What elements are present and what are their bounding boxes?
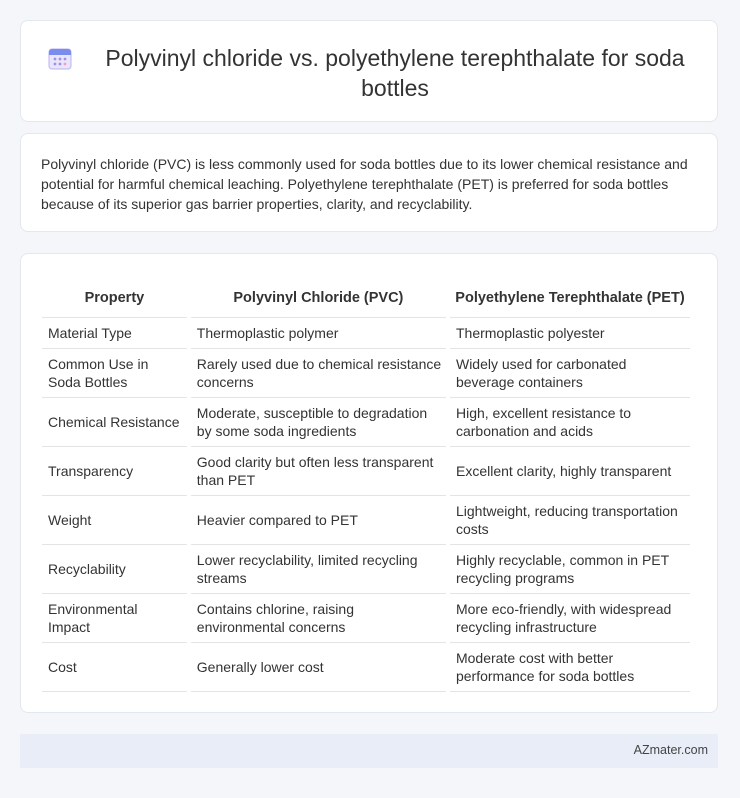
footer-brand-link[interactable]: AZmater.com <box>633 743 708 757</box>
property-cell: Cost <box>42 643 187 692</box>
table-header-row <box>42 273 690 317</box>
comparison-table <box>38 273 694 692</box>
pvc-cell: Generally lower cost <box>191 643 446 692</box>
header-pet: Polyethylene Terephthalate (PET) <box>455 290 685 306</box>
intro-paragraph: Polyvinyl chloride (PVC) is less commonly used for soda bottles due to its lower chemical resistance and potential for harmful chemical leaching. Polyethylene terephthalate (PET) is preferred for soda bottles because of its superior gas barrier properties, clarity, and recyclability. <box>41 156 688 212</box>
table-row <box>42 594 690 643</box>
title-wrap <box>47 43 697 103</box>
pet-cell: Moderate cost with better performance for soda bottles <box>450 643 690 692</box>
pet-cell: Widely used for carbonated beverage containers <box>450 349 690 398</box>
property-cell: Recyclability <box>42 545 187 594</box>
property-cell: Environmental Impact <box>42 594 187 643</box>
title-card <box>20 20 718 122</box>
table-row <box>42 643 690 692</box>
intro-card <box>20 133 718 232</box>
pet-cell: Excellent clarity, highly transparent <box>450 447 690 496</box>
property-cell: Weight <box>42 496 187 545</box>
header-property: Property <box>84 290 145 306</box>
pvc-cell: Thermoplastic polymer <box>191 317 446 349</box>
calendar-icon <box>47 45 73 71</box>
pvc-cell: Heavier compared to PET <box>191 496 446 545</box>
table-row <box>42 496 690 545</box>
property-cell: Chemical Resistance <box>42 398 187 447</box>
pvc-cell: Contains chlorine, raising environmental concerns <box>191 594 446 643</box>
footer-bar <box>20 734 718 768</box>
pet-cell: More eco-friendly, with widespread recycling infrastructure <box>450 594 690 643</box>
property-cell: Common Use in Soda Bottles <box>42 349 187 398</box>
page-title: Polyvinyl chloride vs. polyethylene terephthalate for soda bottles <box>105 45 685 101</box>
pvc-cell: Lower recyclability, limited recycling streams <box>191 545 446 594</box>
table-row <box>42 545 690 594</box>
pet-cell: Highly recyclable, common in PET recycling programs <box>450 545 690 594</box>
table-row <box>42 447 690 496</box>
property-cell: Transparency <box>42 447 187 496</box>
pvc-cell: Moderate, susceptible to degradation by some soda ingredients <box>191 398 446 447</box>
pet-cell: High, excellent resistance to carbonation and acids <box>450 398 690 447</box>
property-cell: Material Type <box>42 317 187 349</box>
table-row <box>42 398 690 447</box>
table-row <box>42 349 690 398</box>
pet-cell: Thermoplastic polyester <box>450 317 690 349</box>
table-row <box>42 317 690 349</box>
pvc-cell: Rarely used due to chemical resistance concerns <box>191 349 446 398</box>
pet-cell: Lightweight, reducing transportation costs <box>450 496 690 545</box>
pvc-cell: Good clarity but often less transparent than PET <box>191 447 446 496</box>
comparison-card <box>20 253 718 713</box>
header-pvc: Polyvinyl Chloride (PVC) <box>233 290 404 306</box>
